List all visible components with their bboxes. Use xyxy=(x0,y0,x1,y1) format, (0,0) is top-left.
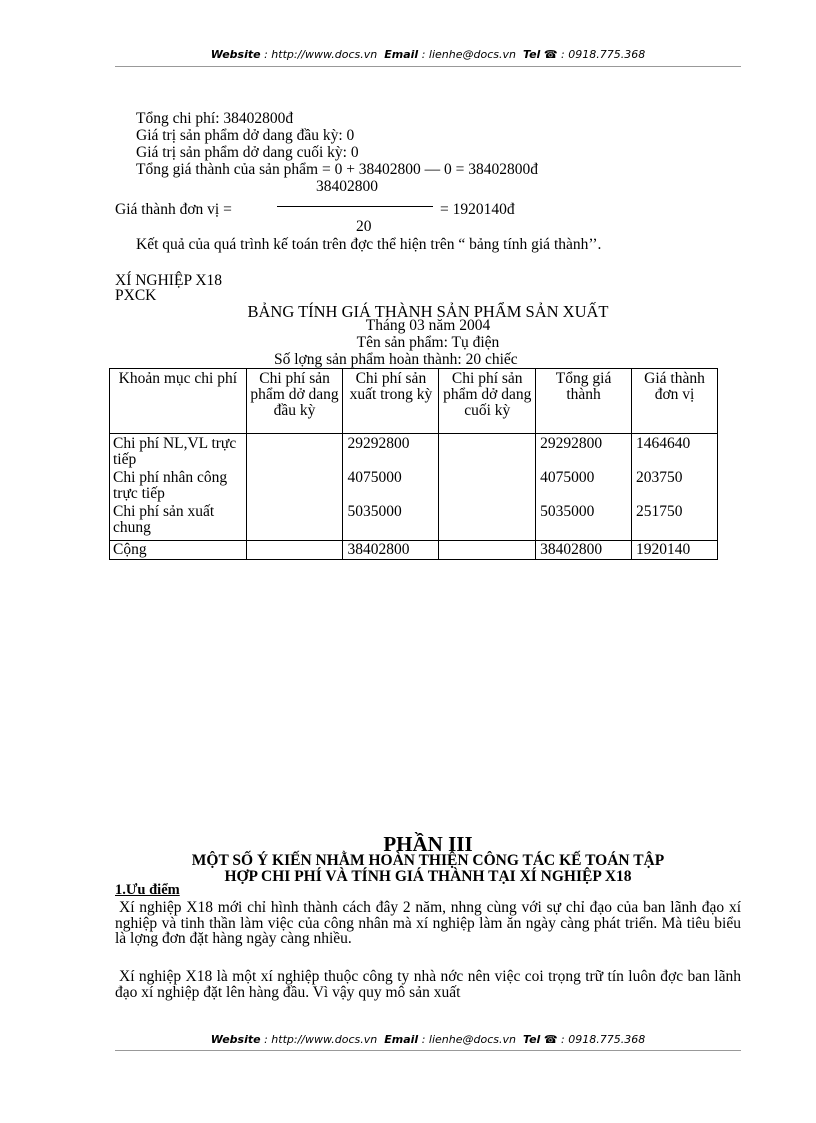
header-end: Chi phí sản phẩm dở dang cuối kỳ xyxy=(439,369,536,434)
wip-end-line: Giá trị sản phẩm dở dang cuối kỳ: 0 xyxy=(136,144,359,161)
fraction-denominator: 20 xyxy=(356,218,372,235)
table-cell xyxy=(443,436,532,470)
header-item: Khoản mục chi phí xyxy=(110,369,247,434)
table-header-row xyxy=(110,369,718,434)
result-sentence: Kết quả của quá trình kế toán trên đợc thể hiện trên “ bảng tính giá thành’’. xyxy=(136,236,602,253)
website-value: : http://www.docs.vn xyxy=(264,48,378,61)
website-label: Website xyxy=(210,1033,261,1046)
email-label: Email xyxy=(384,48,419,61)
item-column xyxy=(110,434,247,541)
company-dept: PXCK xyxy=(115,287,157,304)
tel-value: : 0918.775.368 xyxy=(561,1033,646,1046)
footer-rule xyxy=(115,1050,741,1051)
email-value: : lienhe@docs.vn xyxy=(421,48,516,61)
header-unit: Giá thành đơn vị xyxy=(632,369,718,434)
total-column xyxy=(536,434,632,541)
email-label: Email xyxy=(384,1033,419,1046)
header-total: Tổng giá thành xyxy=(536,369,632,434)
total-total: 38402800 xyxy=(536,541,632,560)
tel-value: : 0918.775.368 xyxy=(561,48,646,61)
total-period: 38402800 xyxy=(343,541,439,560)
table-cell xyxy=(251,436,340,470)
table-title: BẢNG TÍNH GIÁ THÀNH SẢN PHẨM SẢN XUẤT xyxy=(247,302,609,321)
part-subtitle-1: MỘT SỐ Ý KIẾN NHẰM HOÀN THIỆN CÔNG TÁC KẾ TOÁN TẬP xyxy=(191,852,665,869)
table-cell: 29292800 xyxy=(540,435,603,452)
header-rule xyxy=(115,66,741,67)
unit-price-result: = 1920140đ xyxy=(440,201,515,218)
page-footer xyxy=(115,1033,741,1046)
table-cell: Chi phí nhân công trực tiếp xyxy=(113,469,228,502)
table-cell: 4075000 xyxy=(540,469,595,486)
table-cell: 4075000 xyxy=(347,469,402,486)
fraction-bar xyxy=(277,206,433,207)
total-end xyxy=(439,541,536,560)
total-cost-line: Tổng chi phí: 38402800đ xyxy=(136,110,294,127)
table-product: Tên sản phẩm: Tụ điện xyxy=(356,334,500,351)
table-month: Tháng 03 năm 2004 xyxy=(365,317,491,334)
table-total-row xyxy=(110,541,718,560)
paragraph-2: Xí nghiệp X18 là một xí nghiệp thuộc công ty nhà nớc nên việc coi trọng trữ tín luôn đợc ban lãnh đạo xí nghiệp đặt lên hàng đầu. Vì vậy quy mô sản xuất xyxy=(115,968,741,1001)
table-cell: 29292800 xyxy=(347,435,410,452)
unit-column xyxy=(632,434,718,541)
total-price-line: Tổng giá thành của sản phẩm = 0 + 38402800 — 0 = 38402800đ xyxy=(136,161,539,178)
page-header xyxy=(115,48,741,61)
total-item: Cộng xyxy=(110,541,247,560)
section-heading: 1.Ưu điểm xyxy=(115,882,180,898)
table-cell: 1464640 xyxy=(636,435,691,452)
total-unit: 1920140 xyxy=(632,541,718,560)
part-subtitle-2: HỢP CHI PHÍ VÀ TÍNH GIÁ THÀNH TẠI XÍ NGHIỆP X18 xyxy=(224,868,632,885)
begin-column xyxy=(246,434,343,541)
table-cell: 251750 xyxy=(636,503,683,520)
email-value: : lienhe@docs.vn xyxy=(421,1033,516,1046)
header-begin: Chi phí sản phẩm dở dang đầu kỳ xyxy=(246,369,343,434)
table-cell: Chi phí sản xuất chung xyxy=(113,503,215,536)
total-begin xyxy=(246,541,343,560)
tel-label: Tel xyxy=(522,1033,541,1046)
part-heading: PHẦN III xyxy=(383,832,473,856)
cost-table xyxy=(109,368,718,560)
tel-label: Tel xyxy=(522,48,541,61)
table-cell: 5035000 xyxy=(540,503,595,520)
wip-begin-line: Giá trị sản phẩm dở dang đầu kỳ: 0 xyxy=(136,127,355,144)
table-cell xyxy=(443,470,532,504)
phone-icon: ☎ xyxy=(543,48,558,61)
fraction-numerator: 38402800 xyxy=(316,178,378,195)
paragraph-1: Xí nghiệp X18 mới chỉ hình thành cách đây 2 năm, nhng cùng với sự chỉ đạo của ban lãnh đạo xí nghiệp và tinh thần làm việc của công nhân mà xí nghiệp làm ăn ngày càng phát triển. Mà tiêu biểu là lợng đơn đặt hàng ngày càng nhiều. xyxy=(115,899,741,947)
table-cell: Chi phí NL,VL trực tiếp xyxy=(113,435,237,468)
table-cell: 203750 xyxy=(636,469,683,486)
end-column xyxy=(439,434,536,541)
website-value: : http://www.docs.vn xyxy=(264,1033,378,1046)
website-label: Website xyxy=(210,48,261,61)
table-cell: 5035000 xyxy=(347,503,402,520)
period-column xyxy=(343,434,439,541)
table-cell xyxy=(251,470,340,504)
company-name: XÍ NGHIỆP X18 xyxy=(115,272,223,289)
table-cell xyxy=(443,504,532,538)
unit-price-label: Giá thành đơn vị = xyxy=(115,201,232,218)
phone-icon: ☎ xyxy=(543,1033,558,1046)
table-quantity: Số lợng sản phẩm hoàn thành: 20 chiếc xyxy=(274,351,518,368)
header-period: Chi phí sản xuất trong kỳ xyxy=(343,369,439,434)
table-body-row xyxy=(110,434,718,541)
table-cell xyxy=(251,504,340,538)
